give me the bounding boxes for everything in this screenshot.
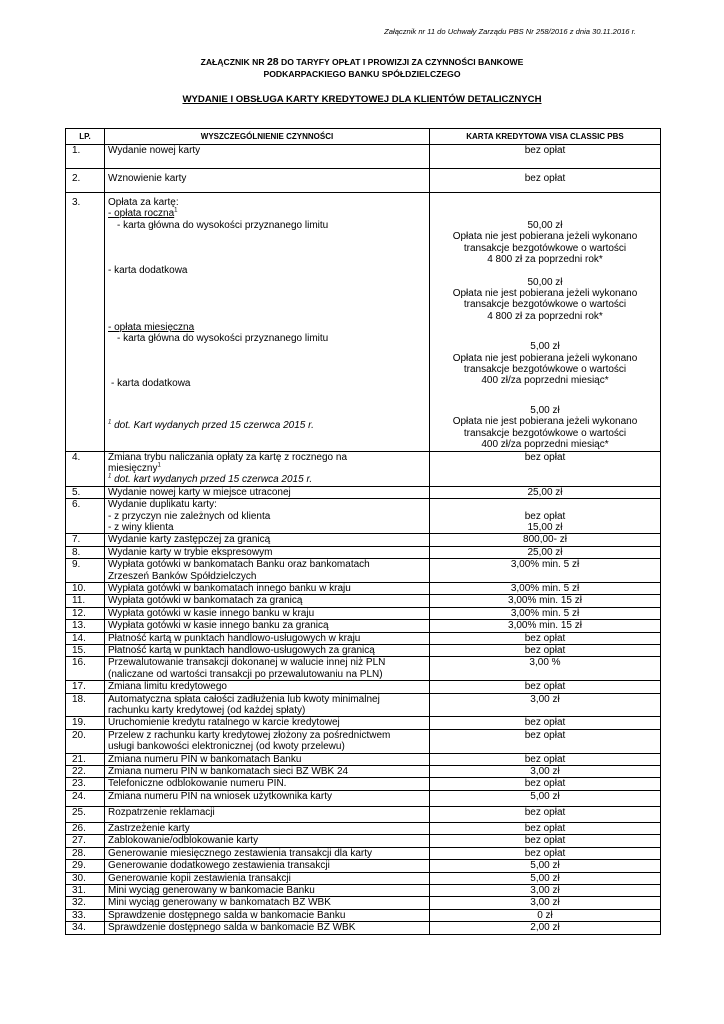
row-value: 5,00 zł (430, 790, 661, 806)
row-value: bez opłat (430, 847, 661, 859)
table-row (66, 822, 661, 834)
row-number: 33. (66, 909, 105, 921)
table-row (66, 884, 661, 896)
header-line1-pre: ZAŁĄCZNIK NR (200, 57, 265, 67)
row-value: 3,00 zł (430, 766, 661, 778)
row-description: Zmiana numeru PIN w bankomatach Banku (105, 753, 430, 765)
table-row (66, 897, 661, 909)
row-description: Wydanie karty zastępczej za granicą (105, 534, 430, 546)
table-row (66, 645, 661, 657)
row-description: Zmiana numeru PIN w bankomatach sieci BZ WBK 24 (105, 766, 430, 778)
table-row (66, 790, 661, 806)
row-value: 800,00- zł (430, 534, 661, 546)
row-number: 9. (66, 559, 105, 583)
row-description: Generowanie kopii zestawienia transakcji (105, 872, 430, 884)
table-row (66, 766, 661, 778)
row-value: 25,00 zł (430, 486, 661, 498)
table-row (66, 534, 661, 546)
row-number: 8. (66, 546, 105, 558)
row-number: 6. (66, 499, 105, 534)
table-row (66, 922, 661, 934)
row-value: 3,00 zł (430, 897, 661, 909)
row-description: Generowanie dodatkowego zestawienia transakcji (105, 860, 430, 872)
row-number: 7. (66, 534, 105, 546)
row-description: Wydanie duplikatu karty: - z przyczyn nie zależnych od klienta - z winy klienta (105, 499, 430, 534)
row-description: Wznowienie karty (105, 169, 430, 193)
row-value: 5,00 zł (430, 872, 661, 884)
row-number: 3. (66, 193, 105, 452)
row-value: bez opłat (430, 778, 661, 790)
row-value: 2,00 zł (430, 922, 661, 934)
table-row (66, 632, 661, 644)
row-description: Zmiana trybu naliczania opłaty za kartę z rocznego na miesięczny$^1$ $^1$ dot. kart wydanych przed 15 czerwca 2015 r. (105, 451, 430, 486)
table-row (66, 486, 661, 498)
table-row (66, 778, 661, 790)
row-number: 20. (66, 729, 105, 753)
row-number: 31. (66, 884, 105, 896)
table-row (66, 835, 661, 847)
row-value: bez opłat (430, 753, 661, 765)
table-row (66, 145, 661, 169)
row-number: 26. (66, 822, 105, 834)
table-row (66, 499, 661, 534)
row-value: bez opłat (430, 822, 661, 834)
row-number: 22. (66, 766, 105, 778)
row-description: Telefoniczne odblokowanie numeru PIN. (105, 778, 430, 790)
fee-table (65, 128, 661, 935)
row-number: 16. (66, 657, 105, 681)
table-row (66, 620, 661, 632)
row-description: Wydanie nowej karty w miejsce utraconej (105, 486, 430, 498)
row-number: 28. (66, 847, 105, 859)
row-number: 17. (66, 681, 105, 693)
table-row (66, 169, 661, 193)
table-row (66, 546, 661, 558)
row-number: 11. (66, 595, 105, 607)
row-number: 15. (66, 645, 105, 657)
row-value: 3,00% min. 15 zł (430, 620, 661, 632)
table-row (66, 717, 661, 729)
monthly-extra-fee: 5,00 zł (530, 404, 560, 416)
table-row (66, 607, 661, 619)
col-header-desc: WYSZCZEGÓLNIENIE CZYNNOŚCI (105, 129, 430, 145)
table-row (66, 681, 661, 693)
row-description: Przewalutowanie transakcji dokonanej w walucie innej niż PLN (naliczane od wartości transakcji po przewalutowaniu na PLN) (105, 657, 430, 681)
header-line1-post: DO TARYFY OPŁAT I PROWIZJI ZA CZYNNOŚCI BANKOWE (281, 57, 524, 67)
table-row (66, 451, 661, 486)
row-value: 25,00 zł (430, 546, 661, 558)
row-value: bez opłat (430, 451, 661, 486)
document-header (0, 56, 724, 80)
col-header-card: KARTA KREDYTOWA VISA CLASSIC PBS (430, 129, 661, 145)
annual-main-fee: 50,00 zł (527, 220, 563, 231)
annual-fee-label: - opłata roczna$^1$ (108, 208, 178, 220)
row-description: Wypłata gotówki w kasie innego banku w kraju (105, 607, 430, 619)
row-description: Wypłata gotówki w bankomatach innego banku w kraju (105, 582, 430, 594)
table-row (66, 559, 661, 583)
annual-main-card-label: - karta główna do wysokości przyznanego limitu (117, 219, 329, 231)
row-number: 2. (66, 169, 105, 193)
table-row (66, 847, 661, 859)
row-value: 5,00 zł (430, 860, 661, 872)
row-description: Uruchomienie kredytu ratalnego w karcie kredytowej (105, 717, 430, 729)
row-number: 13. (66, 620, 105, 632)
row-value: bez opłat (430, 835, 661, 847)
monthly-main-card-label: - karta główna do wysokości przyznanego limitu (117, 333, 329, 345)
row-description: Sprawdzenie dostępnego salda w bankomacie BZ WBK (105, 922, 430, 934)
row-number: 27. (66, 835, 105, 847)
table-header-row (66, 129, 661, 145)
row-value: bez opłat (430, 729, 661, 753)
row-description: Płatność kartą w punktach handlowo-usługowych za granicą (105, 645, 430, 657)
row-value: 3,00 % (430, 657, 661, 681)
monthly-extra-card-label: - karta dodatkowa (111, 378, 191, 390)
row-description: Zmiana limitu kredytowego (105, 681, 430, 693)
row-value: 3,00% min. 5 zł (430, 582, 661, 594)
row-value: 50,00 zł Opłata nie jest pobierana jeżeli wykonano transakcje bezgotówkowe o wartości 4 800 zł za poprzedni rok* 50,00 zł Opłata nie jest pobierana jeżeli wykonano transakcje bezgotówkowe o wartości 4 800 zł za poprzedni rok* 5,00 zł Opłata nie jest pobierana jeżeli wykonano transakcje bezgotówkowe o wartości 400 zł/za poprzedni miesiąc* 5,00 zł Opłata nie jest pobierana jeżeli wykonano transakcje bezgotówkowe o wartości 400 zł/za poprzedni miesiąc* (430, 193, 661, 452)
card-fee-heading: Opłata za kartę: (108, 197, 179, 208)
row-number: 24. (66, 790, 105, 806)
row-number: 21. (66, 753, 105, 765)
row-number: 29. (66, 860, 105, 872)
table-row (66, 860, 661, 872)
footnote: $^1$ dot. Kart wydanych przed 15 czerwca 2015 r. (108, 419, 314, 431)
row-number: 12. (66, 607, 105, 619)
row-description (105, 193, 430, 452)
row-value: bez opłat (430, 645, 661, 657)
row-value: 0 zł (430, 909, 661, 921)
row-description: Wypłata gotówki w bankomatach za granicą (105, 595, 430, 607)
annual-extra-fee: 50,00 zł (527, 276, 563, 288)
row-value: bez opłat (430, 632, 661, 644)
row-number: 4. (66, 451, 105, 486)
row-description: Zastrzeżenie karty (105, 822, 430, 834)
row-value: bez opłat (430, 145, 661, 169)
row-number: 14. (66, 632, 105, 644)
row-number: 34. (66, 922, 105, 934)
row-value: 3,00% min. 15 zł (430, 595, 661, 607)
table-row (66, 657, 661, 681)
monthly-fee-label: - opłata miesięczna (108, 321, 195, 333)
row-description: Zmiana numeru PIN na wniosek użytkownika karty (105, 790, 430, 806)
row-description: Mini wyciąg generowany w bankomacie Banku (105, 884, 430, 896)
row-value: bez opłat (430, 169, 661, 193)
row-number: 10. (66, 582, 105, 594)
table-row (66, 806, 661, 822)
row-description: Zablokowanie/odblokowanie karty (105, 835, 430, 847)
row-number: 25. (66, 806, 105, 822)
row-description: Wypłata gotówki w kasie innego banku za granicą (105, 620, 430, 632)
header-line2: PODKARPACKIEGO BANKU SPÓŁDZIELCZEGO (263, 69, 461, 79)
row-description: Płatność kartą w punktach handlowo-usługowych w kraju (105, 632, 430, 644)
col-header-lp: LP. (66, 129, 105, 145)
row-description: Generowanie miesięcznego zestawienia transakcji dla karty (105, 847, 430, 859)
table-row (66, 753, 661, 765)
row-description: Wypłata gotówki w bankomatach Banku oraz bankomatach Zrzeszeń Banków Spółdzielczych (105, 559, 430, 583)
table-row (66, 595, 661, 607)
row-description: Sprawdzenie dostępnego salda w bankomacie Banku (105, 909, 430, 921)
attachment-note: Załącznik nr 11 do Uchwały Zarządu PBS Nr 258/2016 z dnia 30.11.2016 r. (384, 27, 636, 36)
row-value: 3,00% min. 5 zł (430, 607, 661, 619)
row-number: 5. (66, 486, 105, 498)
row-number: 32. (66, 897, 105, 909)
row-number: 1. (66, 145, 105, 169)
row-description: Przelew z rachunku karty kredytowej złożony za pośrednictwem usługi bankowości elektronicznej (od kwoty przelewu) (105, 729, 430, 753)
row-value: 3,00 zł (430, 693, 661, 717)
row-description: Wydanie nowej karty (105, 145, 430, 169)
annual-extra-card-label: - karta dodatkowa (108, 265, 188, 277)
row-value: 3,00 zł (430, 884, 661, 896)
table-row (66, 193, 661, 452)
row-description: Automatyczna spłata całości zadłużenia lub kwoty minimalnej rachunku karty kredytowej (od każdej spłaty) (105, 693, 430, 717)
row-number: 30. (66, 872, 105, 884)
section-title: WYDANIE I OBSŁUGA KARTY KREDYTOWEJ DLA KLIENTÓW DETALICZNYCH (182, 94, 542, 105)
table-row (66, 729, 661, 753)
monthly-main-fee: 5,00 zł (530, 341, 560, 353)
row-description: Rozpatrzenie reklamacji (105, 806, 430, 822)
row-number: 23. (66, 778, 105, 790)
attachment-number: 28 (266, 56, 279, 68)
row-value: bez opłat (430, 806, 661, 822)
row-number: 18. (66, 693, 105, 717)
row-description: Wydanie karty w trybie ekspresowym (105, 546, 430, 558)
row-value: bez opłat 15,00 zł (430, 499, 661, 534)
row-number: 19. (66, 717, 105, 729)
row-description: Mini wyciąg generowany w bankomatach BZ WBK (105, 897, 430, 909)
row-value: bez opłat (430, 717, 661, 729)
table-row (66, 582, 661, 594)
row-value: 3,00% min. 5 zł (430, 559, 661, 583)
table-row (66, 872, 661, 884)
row-value: bez opłat (430, 681, 661, 693)
table-row (66, 909, 661, 921)
table-row (66, 693, 661, 717)
